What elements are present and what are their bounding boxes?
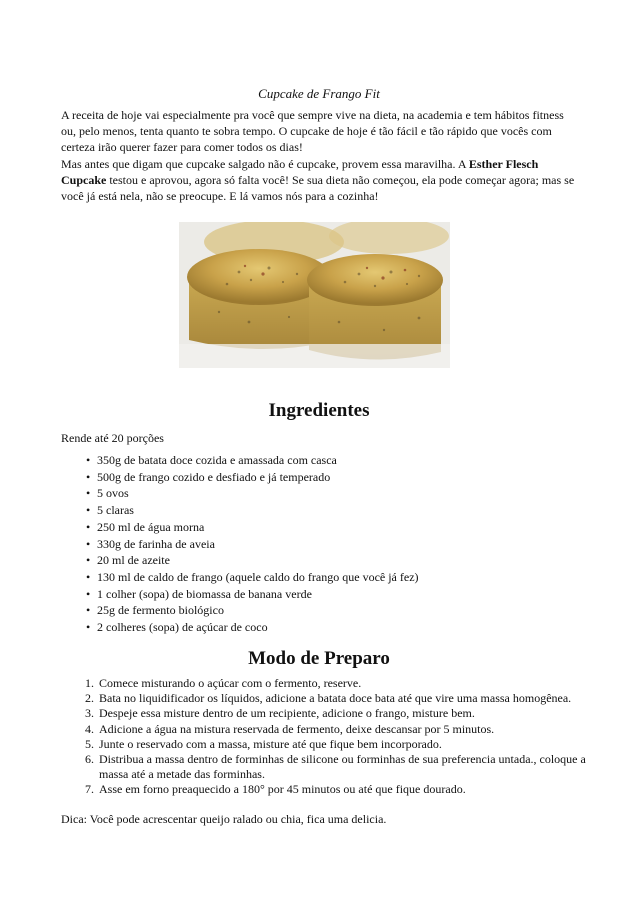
step-item: 3. Despeje essa misture dentro de um recipiente, adicione o frango, misture bem. <box>97 706 607 721</box>
intro-paragraph-1: A receita de hoje vai especialmente pra você que sempre vive na dieta, na academia e tem hábitos fitness ou, pelo menos, tenta quanto te sobra tempo. O cupcake de hoje é tão fácil e tão rápido que vocês com certeza irão querer fazer para comer todos os dias! <box>61 108 564 154</box>
recipe-title: Cupcake de Frango Fit <box>258 86 380 101</box>
preparation-heading: Modo de Preparo <box>248 648 390 669</box>
ingredient-item: • 20 ml de azeite <box>86 552 606 569</box>
intro-paragraph-2 <box>61 156 581 204</box>
ingredient-item: • 250 ml de água morna <box>86 519 606 536</box>
step-item: 4. Adicione a água na mistura reservada de fermento, deixe descansar por 5 minutos. <box>97 722 607 737</box>
intro-text-end: testou e aprovou, agora só falta você! Se sua dieta não começou, ela pode começar agora; mas se você já está nela, não se preocupe. E lá vamos nós para a cozinha! <box>61 173 575 203</box>
step-item: 1. Comece misturando o açúcar com o fermento, reserve. <box>97 676 607 691</box>
ingredient-item: • 5 claras <box>86 502 606 519</box>
cupcake-photo-illustration <box>179 222 450 368</box>
ingredient-item: • 350g de batata doce cozida e amassada com casca <box>86 452 606 469</box>
brand-name: Esther Flesch Cupcake <box>61 157 539 187</box>
cupcake-photo <box>179 222 450 368</box>
ingredient-item: • 5 ovos <box>86 485 606 502</box>
ingredient-item: • 25g de fermento biológico <box>86 602 606 619</box>
ingredient-item: • 1 colher (sopa) de biomassa de banana verde <box>86 586 606 603</box>
tip-text: Dica: Você pode acrescentar queijo ralado ou chia, fica uma delicia. <box>61 812 387 826</box>
ingredients-heading: Ingredientes <box>268 400 370 421</box>
yield-text: Rende até 20 porções <box>61 431 164 445</box>
step-item: 5. Junte o reservado com a massa, misture até que fique bem incorporado. <box>97 737 607 752</box>
ingredient-item: • 130 ml de caldo de frango (aquele caldo do frango que você já fez) <box>86 569 606 586</box>
ingredient-item: • 500g de frango cozido e desfiado e já temperado <box>86 469 606 486</box>
intro-text-start: Mas antes que digam que cupcake salgado não é cupcake, provem essa maravilha. A <box>61 157 469 171</box>
ingredient-item: • 2 colheres (sopa) de açúcar de coco <box>86 619 606 636</box>
step-item: 2. Bata no liquidificador os líquidos, adicione a batata doce bata até que vire uma massa homogênea. <box>97 691 607 706</box>
step-item: 7. Asse em forno preaquecido a 180° por 45 minutos ou até que fique dourado. <box>97 782 607 797</box>
step-item: 6. Distribua a massa dentro de forminhas de silicone ou forminhas de sua preferencia untada., coloque a massa até a metade das forminhas. <box>97 752 607 782</box>
ingredient-item: • 330g de farinha de aveia <box>86 536 606 553</box>
preparation-steps <box>61 676 607 798</box>
ingredients-list <box>61 452 606 636</box>
